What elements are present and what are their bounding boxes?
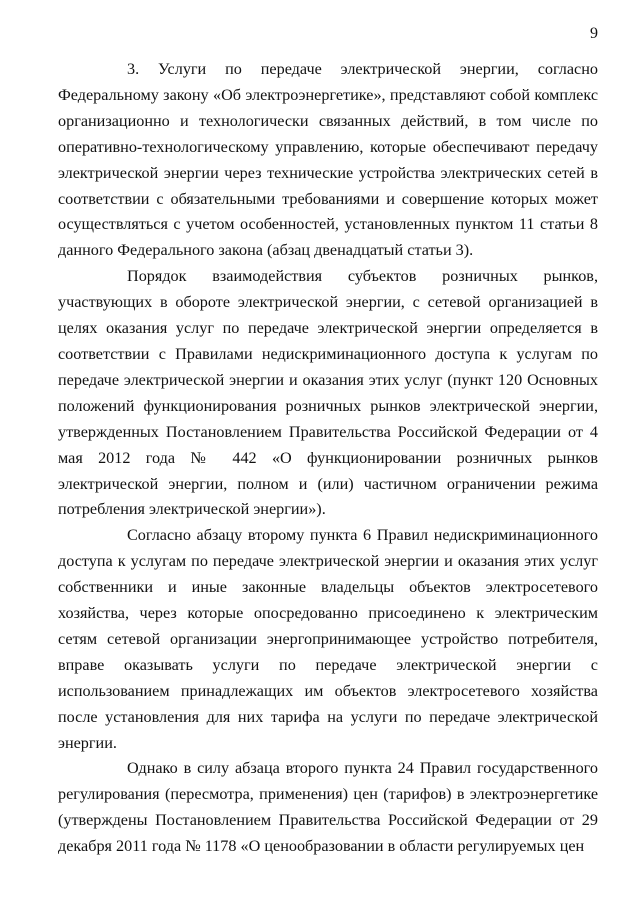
page-number: 9 [590,25,598,42]
document-body [58,57,598,860]
paragraph-2: Порядок взаимодействия субъектов розничных рынков, участвующих в обороте электрической энергии, с сетевой организацией в целях оказания услуг по передаче электрической энергии определяется в соответствии с Правилами недискриминационного доступа к услугам по передаче электрической энергии и оказания этих услуг (пункт 120 Основных положений функционирования розничных рынков электрической энергии, утвержденных Постановлением Правительства Российской Федерации от 4 мая 2012 года № 442 «О функционировании розничных рынков электрической энергии, полном и (или) частичном ограничении режима потребления электрической энергии»). [58,267,598,519]
paragraph-1: 3. Услуги по передаче электрической энергии, согласно Федеральному закону «Об электроэнергетике», представляют собой комплекс организационно и технологически связанных действий, в том числе по оперативно-технологическому управлению, которые обеспечивают передачу электрической энергии через технические устройства электрических сетей в соответствии с обязательными требованиями и совершение которых может осуществляться с учетом особенностей, установленных пунктом 11 статьи 8 данного Федерального закона (абзац двенадцатый статьи 3). [58,60,598,260]
paragraph-3: Согласно абзацу второму пункта 6 Правил недискриминационного доступа к услугам по передаче электрической энергии и оказания этих услуг собственники и иные законные владельцы объектов электросетевого хозяйства, через которые опосредованно присоединено к электрическим сетям сетевой организации энергопринимающее устройство потребителя, вправе оказывать услуги по передаче электрической энергии с использованием принадлежащих им объектов электросетевого хозяйства после установления для них тарифа на услуги по передаче электрической энергии. [58,526,598,752]
paragraph-4: Однако в силу абзаца второго пункта 24 Правил государственного регулирования (пересмотра, применения) цен (тарифов) в электроэнергетике (утверждены Постановлением Правительства Российской Федерации от 29 декабря 2011 года № 1178 «О ценообразовании в области регулируемых цен [58,759,598,856]
